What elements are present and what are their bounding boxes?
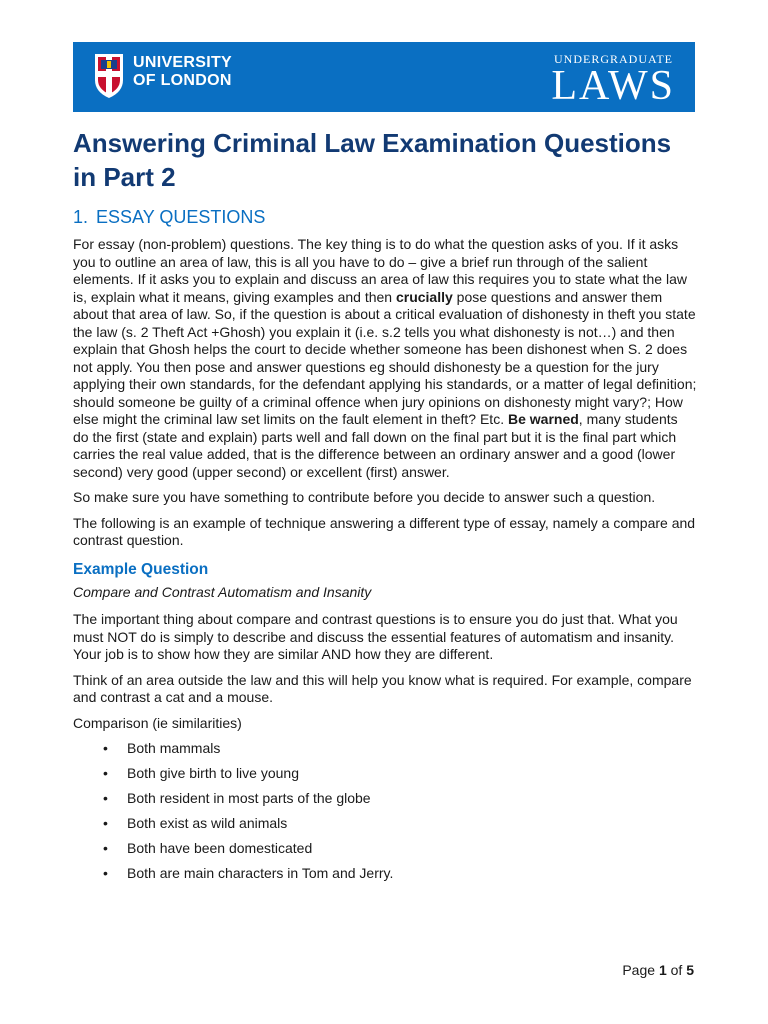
bullet-icon: •: [103, 740, 108, 756]
list-item: [73, 840, 697, 857]
bullet-icon: •: [103, 765, 108, 781]
essay-text-1: For essay (non-problem) questions. The key thing is to do what the question asks of you. If it asks you to outline an area of law, this is all you have to do – give a brief run through of the salient elements. If it asks you to explain and discuss an area of law this requires you to state what the law is, explain what it means, giving examples and then: [73, 236, 687, 305]
essay-paragraph-2: So make sure you have something to contribute before you decide to answer such a question.: [73, 489, 656, 505]
bullet-icon: •: [103, 865, 108, 881]
essay-text-2: pose questions and answer them about that area of law. So, if the question is about a critical evaluation of dishonesty in theft you state the law (s. 2 Theft Act +Ghosh) you explain it (i.e. s.2 tells you what dishonesty is not…) and then explain that Ghosh helps the court to decide whether someone has been dishonest when S. 2 does not apply. You then pose and answer questions eg should dishonesty be a question for the jury applying their own standards, for the defendant applying his standards, or a matter of legal definition; should someone be guilty of a criminal offence when jury opinions on dishonesty might vary?; How else might the criminal law set limits on the fault element in theft? Etc.: [73, 288, 697, 427]
document-title: Answering Criminal Law Examination Questions in Part 2: [73, 128, 672, 192]
list-item: [73, 740, 697, 757]
bullet-icon: •: [103, 840, 108, 856]
page-number: [622, 962, 694, 978]
list-item-text: Both mammals: [127, 740, 221, 756]
university-name: [133, 54, 232, 90]
list-item-text: Both have been domesticated: [127, 840, 313, 856]
list-item-text: Both resident in most parts of the globe: [127, 790, 371, 806]
example-paragraph-1: The important thing about compare and contrast questions is to ensure you do just that. What you must NOT do is simply to describe and discuss the essential features of automatism and insanity. Your job is to show how they are similar AND how they are different.: [73, 611, 678, 662]
list-item-text: Both exist as wild animals: [127, 815, 288, 831]
university-name-line2: OF LONDON: [133, 72, 232, 89]
of-word: of: [670, 962, 683, 978]
essay-paragraph-3: The following is an example of technique answering a different type of essay, namely a compare and contrast question.: [73, 514, 696, 548]
emphasis-be-warned: Be warned: [507, 411, 579, 427]
emphasis-crucially: crucially: [395, 288, 453, 305]
similarities-list: [73, 740, 697, 882]
document-body: [73, 126, 697, 890]
list-item: [73, 765, 697, 782]
list-item: [73, 815, 697, 832]
example-heading: Example Question: [73, 560, 209, 578]
page-total: 5: [686, 962, 694, 978]
bullet-icon: •: [103, 815, 108, 831]
list-item: [73, 790, 697, 807]
programme-small-label: UNDERGRADUATE: [554, 52, 673, 66]
bullet-icon: •: [103, 790, 108, 806]
section-number: 1.: [73, 207, 89, 227]
university-crest-icon: [93, 52, 125, 100]
comparison-label: Comparison (ie similarities): [73, 714, 242, 731]
page-current: 1: [658, 962, 667, 978]
section-heading-text: ESSAY QUESTIONS: [96, 207, 266, 227]
essay-text-3: , many students do the first (state and explain) parts well and fall down on the final part but it is the final part which carries the real value added, that is the difference between an ordinary answer and a good (lower second) very good (upper second) or excellent (first) answer.: [73, 411, 678, 480]
list-item-text: Both are main characters in Tom and Jerry.: [127, 865, 394, 881]
list-item-text: Both give birth to live young: [127, 765, 299, 781]
example-paragraph-2: Think of an area outside the law and this will help you know what is required. For example, compare and contrast a cat and a mouse.: [73, 671, 692, 705]
programme-large-label: LAWS: [551, 63, 675, 109]
example-question: Compare and Contrast Automatism and Insanity: [73, 583, 372, 600]
essay-paragraph-1: [73, 236, 697, 481]
page-word: Page: [622, 962, 656, 978]
section-heading: [73, 206, 697, 228]
list-item: [73, 865, 697, 882]
university-name-line1: UNIVERSITY: [133, 54, 233, 71]
header-banner: [73, 42, 695, 112]
